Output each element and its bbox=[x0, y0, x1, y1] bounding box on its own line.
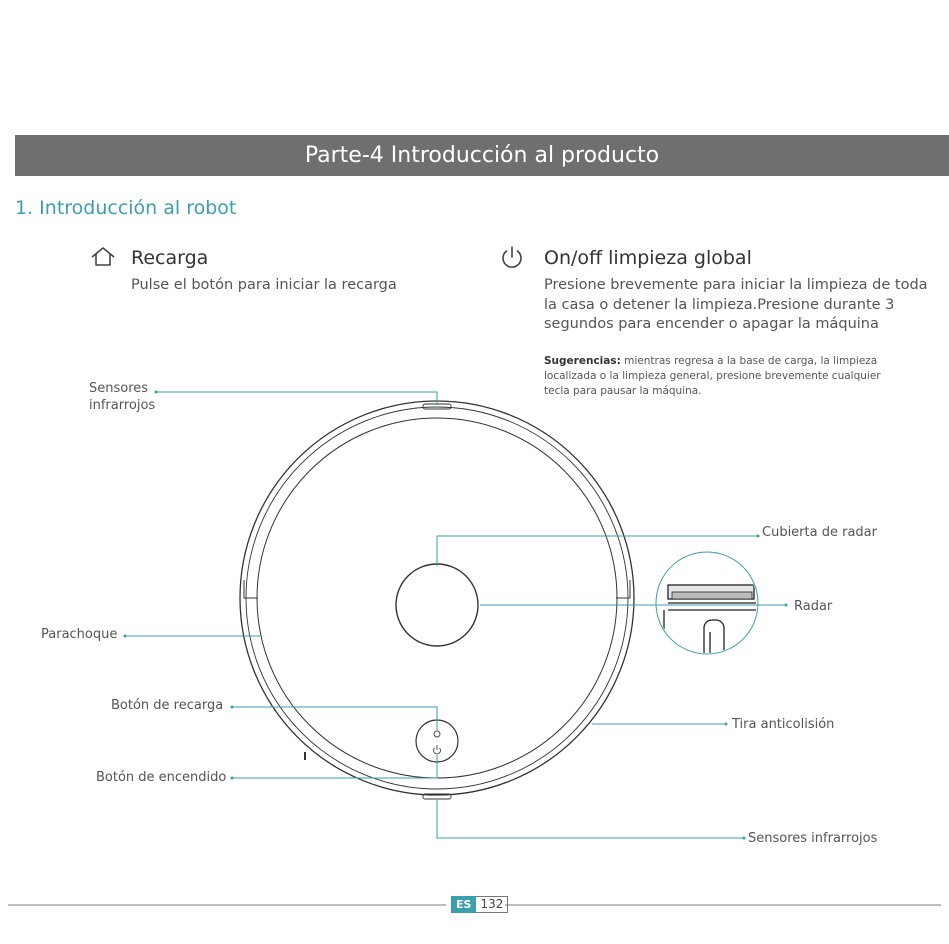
section-title: 1. Introducción al robot bbox=[15, 197, 237, 219]
label-sensors-top bbox=[89, 380, 155, 414]
feature-title-recarga: Recarga bbox=[131, 247, 209, 269]
leader-sensors-bottom bbox=[437, 800, 744, 838]
label-power-button: Botón de encendido bbox=[96, 770, 227, 785]
label-line: Sensores bbox=[89, 381, 149, 396]
label-bumper: Parachoque bbox=[41, 627, 118, 642]
feature-title-onoff: On/off limpieza global bbox=[544, 247, 752, 269]
leader-sensors-top bbox=[156, 392, 437, 405]
desc-line: la casa o detener la limpieza.Presione durante 3 bbox=[544, 296, 895, 313]
desc-line: segundos para encender o apagar la máquina bbox=[544, 316, 879, 332]
robot-body-outer bbox=[240, 401, 634, 795]
feature-desc-recarga: Pulse el botón para iniciar la recarga bbox=[131, 277, 397, 293]
radar-cover bbox=[396, 564, 478, 646]
charge-button-icon bbox=[434, 731, 440, 737]
language-badge: ES bbox=[451, 896, 476, 913]
label-sensors-bottom: Sensores infrarrojos bbox=[748, 831, 878, 846]
page-number: 132 bbox=[476, 896, 508, 913]
label-line: infrarrojos bbox=[89, 398, 156, 413]
tips-label: Sugerencias: bbox=[544, 355, 621, 367]
radar-zoom-inset bbox=[656, 552, 758, 660]
tips-text: mientras regresa a la base de carga, la limpieza localizada o la limpieza general, presione brevemente cualquier tecla para pausar la máquina. bbox=[544, 355, 881, 397]
leader-charge-button bbox=[232, 707, 437, 730]
robot-body-rim bbox=[246, 407, 628, 789]
label-radar-cover: Cubierta de radar bbox=[762, 525, 877, 540]
label-radar: Radar bbox=[794, 599, 833, 614]
page-number-badge bbox=[451, 896, 508, 913]
desc-line: Presione brevemente para iniciar la limpieza de toda bbox=[544, 277, 928, 293]
label-charge-button: Botón de recarga bbox=[111, 698, 224, 713]
label-anticollision: Tira anticolisión bbox=[732, 717, 835, 732]
page-banner: Parte-4 Introducción al producto bbox=[15, 135, 949, 176]
